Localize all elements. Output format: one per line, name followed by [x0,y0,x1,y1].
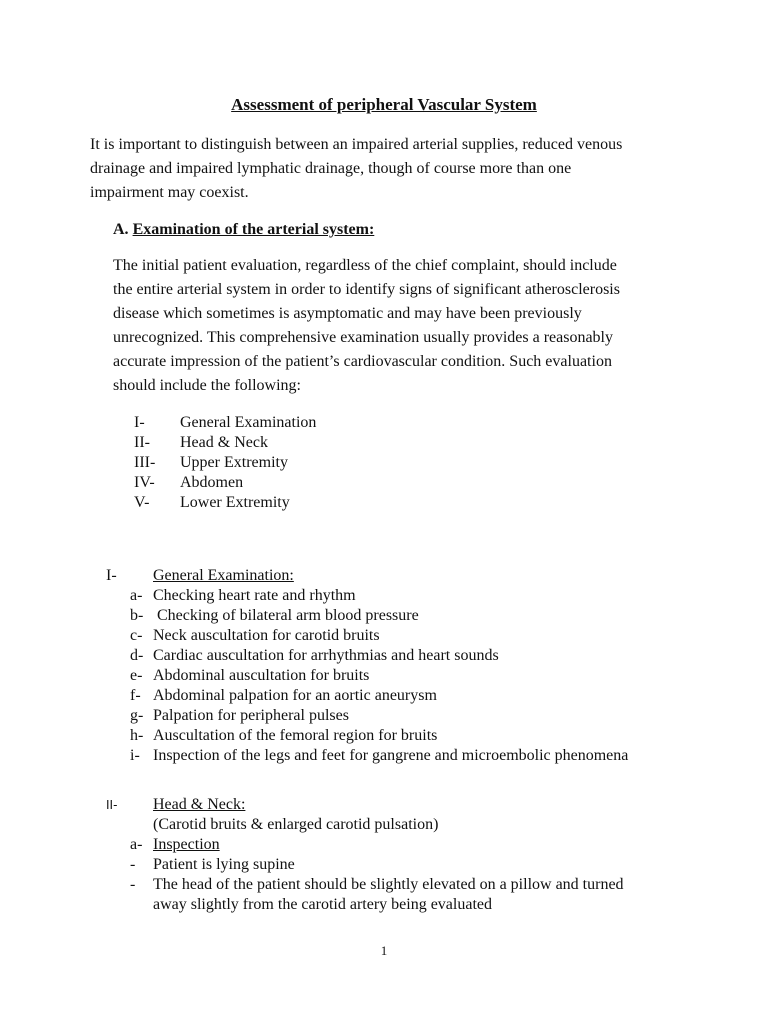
item-text: Neck auscultation for carotid bruits [153,627,380,644]
item-letter: g- [130,707,144,724]
item-text: Inspection of the legs and feet for gangrene and microembolic phenomena [153,747,629,764]
outline-item [134,433,316,453]
item-text: Auscultation of the femoral region for bruits [153,727,438,744]
outline-number: III- [134,454,156,471]
item-letter: i- [130,747,140,764]
item-letter: e- [130,667,143,684]
list-item [130,646,628,666]
inspection-label: Inspection [153,836,220,853]
general-exam-heading: General Examination: [153,567,294,584]
list-item [130,666,628,686]
outline-list [134,413,316,513]
item-text: Palpation for peripheral pulses [153,707,349,724]
section-a-letter: A. [113,221,129,238]
item-text: Patient is lying supine [153,856,295,873]
list-item [130,726,628,746]
item-letter: a- [130,836,143,853]
outline-text: Head & Neck [180,434,268,451]
outline-text: Upper Extremity [180,454,288,471]
item-letter: f- [130,687,141,704]
item-text: away slightly from the carotid artery being evaluated [153,896,492,913]
outline-number: V- [134,494,150,511]
inspection-item [130,835,624,855]
list-item-continuation [130,895,624,915]
paragraph-line: the entire arterial system in order to identify signs of significant atherosclerosis [113,281,620,298]
item-bullet: - [130,876,136,893]
intro-line: drainage and impaired lymphatic drainage, though of course more than one [90,160,572,177]
page-number: 1 [380,943,388,958]
item-letter: a- [130,587,143,604]
section-a-title: Examination of the arterial system: [132,221,375,238]
list-item [130,586,628,606]
outline-item [134,473,316,493]
paragraph-line: should include the following: [113,377,301,394]
outline-text: Lower Extremity [180,494,290,511]
outline-text: General Examination [180,414,317,431]
list-item [130,686,628,706]
list-item [130,746,628,766]
outline-number: II- [134,434,150,451]
list-item [130,875,624,895]
outline-number: IV- [134,474,155,491]
general-exam-list [130,586,628,766]
list-item [130,606,628,626]
item-letter: d- [130,647,144,664]
item-bullet: - [130,856,136,873]
intro-paragraph [90,133,622,205]
item-letter: b- [130,607,144,624]
paragraph-line: accurate impression of the patient’s cardiovascular condition. Such evaluation [113,353,612,370]
item-letter: c- [130,627,143,644]
paragraph-line: disease which sometimes is asymptomatic and may have been previously [113,305,582,322]
list-item [130,706,628,726]
page-title: Assessment of peripheral Vascular System [231,95,537,114]
outline-item [134,493,316,513]
item-text: The head of the patient should be slightly elevated on a pillow and turned [153,876,624,893]
item-text: Abdominal auscultation for bruits [153,667,370,684]
head-neck-list [130,835,624,915]
item-text: Abdominal palpation for an aortic aneurysm [153,687,437,704]
intro-line: It is important to distinguish between an impaired arterial supplies, reduced venous [90,136,623,153]
head-neck-heading: Head & Neck: [153,796,246,813]
list-item [130,855,624,875]
outline-number: I- [134,414,145,431]
outline-text: Abdomen [180,474,244,491]
paragraph-line: unrecognized. This comprehensive examination usually provides a reasonably [113,329,613,346]
item-text: Checking of bilateral arm blood pressure [153,607,419,624]
item-text: Cardiac auscultation for arrhythmias and heart sounds [153,647,499,664]
item-text: Checking heart rate and rhythm [153,587,356,604]
head-neck-subtitle: (Carotid bruits & enlarged carotid pulsation) [153,816,439,833]
head-neck-number: II- [106,798,118,812]
section-a-heading [113,218,374,242]
list-item [130,626,628,646]
section-a-paragraph [113,254,620,398]
intro-line: impairment may coexist. [90,184,249,201]
item-letter: h- [130,727,144,744]
paragraph-line: The initial patient evaluation, regardless of the chief complaint, should include [113,257,617,274]
outline-item [134,453,316,473]
general-exam-number: I- [106,567,117,584]
outline-item [134,413,316,433]
